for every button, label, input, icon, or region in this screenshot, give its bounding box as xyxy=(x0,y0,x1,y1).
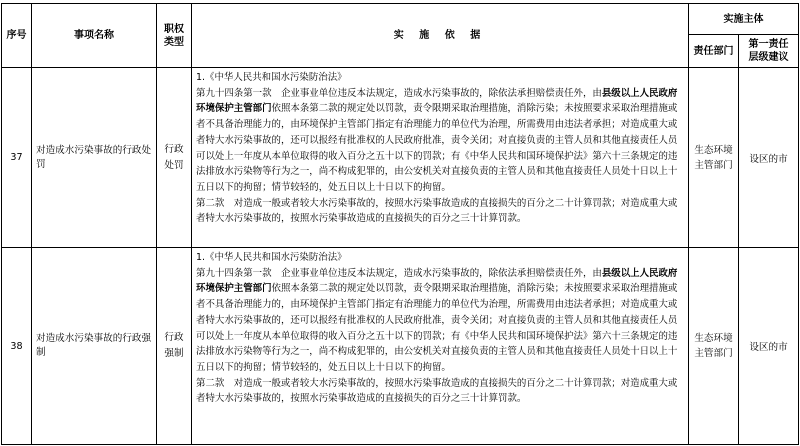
basis-law-title: 1.《中华人民共和国水污染防治法》 xyxy=(196,252,347,263)
basis-paragraph-2: 第二款 对造成一般或者较大水污染事故的，按照水污染事故造成的直接损失的百分之二十计算罚款；对造成重大或者特大水污染事故的，按照水污染事故造成的直接损失的百分之三十计算罚款。 xyxy=(196,377,678,405)
row-type: 行政 强制 xyxy=(157,248,192,445)
row-dept: 生态环境 主管部门 xyxy=(689,68,739,248)
header-first-level: 第一责任 层级建议 xyxy=(739,35,799,68)
row-level: 设区的市 xyxy=(739,248,799,445)
row-basis xyxy=(192,248,689,445)
header-seq: 序号 xyxy=(2,4,32,68)
authority-table xyxy=(1,3,799,445)
basis-paragraph-1: 第九十四条第一款 企业事业单位违反本法规定，造成水污染事故的，除依法承担赔偿责任外，由县级以上人民政府环境保护主管部门依照本条第二款的规定处以罚款，责令限期采取治理措施，消除污染；未按照要求采取治理措施或者不具备治理能力的，由环境保护主管部门指定有治理能力的单位代为治理，所需费用由违法者承担；对造成重大或者特大水污染事故的，还可以报经有批准权的人民政府批准，责令关闭；对直接负责的主管人员和其他直接责任人员可以处上一年度从本单位取得的收入百分之五十以下的罚款；有《中华人民共和国环境保护法》第六十三条规定的违法排放水污染物等行为之一，尚不构成犯罪的，由公安机关对直接负责的主管人员和其他直接责任人员处十日以上十五日以下的拘留；情节较轻的，处五日以上十日以下的拘留。 xyxy=(196,267,678,373)
header-dept: 责任部门 xyxy=(689,35,739,68)
row-seq: 37 xyxy=(2,68,32,248)
row-seq: 38 xyxy=(2,248,32,445)
row-basis xyxy=(192,68,689,248)
table-row xyxy=(2,248,799,445)
row-level: 设区的市 xyxy=(739,68,799,248)
basis-bold-authority: 县级以上人民政府环境保护主管部门 xyxy=(196,87,678,115)
basis-law-title: 1.《中华人民共和国水污染防治法》 xyxy=(196,72,347,83)
row-dept: 生态环境 主管部门 xyxy=(689,248,739,445)
header-name: 事项名称 xyxy=(32,4,157,68)
row-item-name: 对造成水污染事故的行政强制 xyxy=(32,248,157,445)
row-type: 行政 处罚 xyxy=(157,68,192,248)
basis-paragraph-2: 第二款 对造成一般或者较大水污染事故的，按照水污染事故造成的直接损失的百分之二十计算罚款；对造成重大或者特大水污染事故的，按照水污染事故造成的直接损失的百分之三十计算罚款。 xyxy=(196,197,678,225)
basis-paragraph-1: 第九十四条第一款 企业事业单位违反本法规定，造成水污染事故的，除依法承担赔偿责任外，由县级以上人民政府环境保护主管部门依照本条第二款的规定处以罚款，责令限期采取治理措施，消除污染；未按照要求采取治理措施或者不具备治理能力的，由环境保护主管部门指定有治理能力的单位代为治理，所需费用由违法者承担；对造成重大或者特大水污染事故的，还可以报经有批准权的人民政府批准，责令关闭；对直接负责的主管人员和其他直接责任人员可以处上一年度从本单位取得的收入百分之五十以下的罚款；有《中华人民共和国环境保护法》第六十三条规定的违法排放水污染物等行为之一，尚不构成犯罪的，由公安机关对直接负责的主管人员和其他直接责任人员处十日以上十五日以下的拘留；情节较轻的，处五日以上十日以下的拘留。 xyxy=(196,87,678,193)
table-row xyxy=(2,68,799,248)
header-basis: 实 施 依 据 xyxy=(192,4,689,68)
header-subject: 实施主体 xyxy=(689,4,799,35)
header-type: 职权 类型 xyxy=(157,4,192,68)
basis-bold-authority: 县级以上人民政府环境保护主管部门 xyxy=(196,267,678,295)
row-item-name: 对造成水污染事故的行政处罚 xyxy=(32,68,157,248)
